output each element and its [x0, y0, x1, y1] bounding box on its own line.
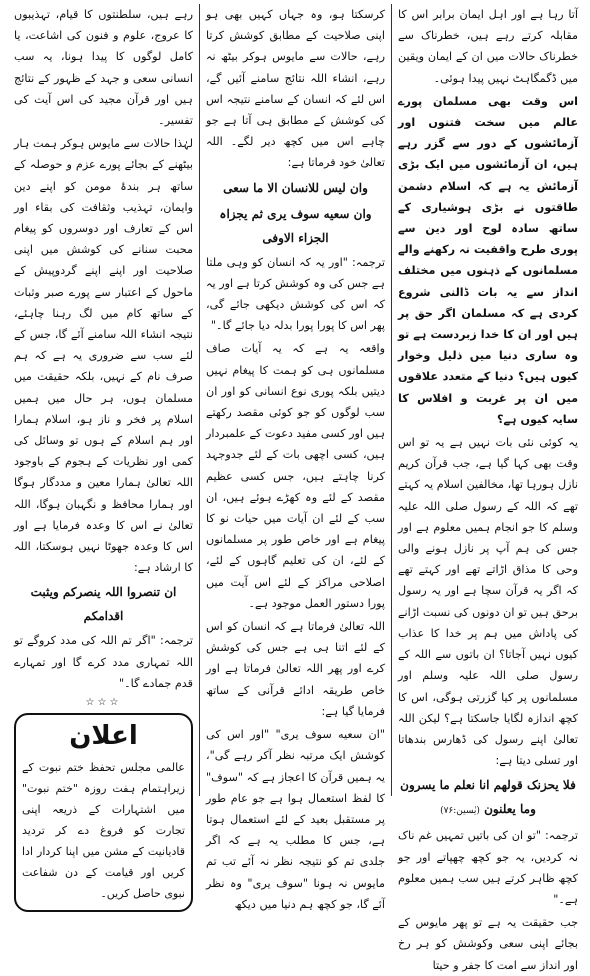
paragraph: کرسکتا ہو، وہ جہاں کہیں بھی ہو اپنی صلاحیت کے مطابق کوشش کرتا رہے، حالات سے مایوس ہوکر بیٹھ نہ رہے، انشاء اللہ نتائج سامنے آئیں گے، اس لئے کہ انسان کے سامنے نتیجہ اس کی کوشش کے مطابق ہی آتا ہے جو چاہے اس میں کچھ دیر لگے۔ اللہ تعالیٰ خود فرماتا ہے: [206, 8, 385, 170]
paragraph: واقعہ یہ ہے کہ یہ آیات صاف مسلمانوں ہی کو ہمت کا پیغام نہیں دیتیں بلکہ پوری نوع انسانی کو اور ان سب لوگوں کو جو کوئی مقصد رکھتے ہیں اور کسی مفید دعوت کے علمبردار ہیں، کسی اچھی بات کے لئے جدوجہد کرنا چاہتے ہیں، جس کسی عظیم مقصد کے لئے وہ کھڑے ہوئے ہیں، ان سب کے لئے ان آیات میں حیات نو کا پیغام ہے اور خاص طور پر مسلمانوں کے لئے، ان کی تعلیم گاہوں کے لئے، اصلاحی مراکز کے لئے اس آیت میں پورا دستور العمل موجود ہے۔ [206, 342, 385, 610]
paragraph: لہٰذا حالات سے مایوس ہوکر ہمت ہار بیٹھنے کے بجائے پورے عزم و حوصلہ کے ساتھ ہر بندۂ مومن کو اپنے دین وایمان، تہذیب وثقافت کی بقاء اور اس کے تعارف اور دوسروں کو پیغام محبت سنانے کی کوشش میں اپنی صلاحیت اور اپنے اپنے گردوپیش کے ماحول کے اعتبار سے پورے صبر وثبات کے ساتھ کام میں لگ رہنا چاہئے، نتیجہ انشاء اللہ سامنے آئے گا، جس کے لئے سب سے ضروری یہ ہے کہ ہم صرف نام کے نہیں، بلکہ حقیقت میں مسلمان ہوں، ہر حال میں ہمیں اسلام پر فخر و ناز ہو، اسلام ہمارا اور ہم اسلام کے ہوں تو وسائل کی کمی اور نظریات کے ہجوم کے باوجود اللہ تعالیٰ ہمارا معین و مددگار ہوگا اور ہمارا محافظ و نگہبان ہوگا، اللہ تعالیٰ نے اس کا وعدہ فرمایا ہے اور اس کا وعدہ جھوٹا نہیں ہوسکتا، اللہ کا ارشاد ہے: [14, 137, 193, 575]
paragraph: یہ کوئی نئی بات نہیں ہے یہ تو اس وقت بھی کہا گیا ہے، جب قرآن کریم نازل ہورہا تھا، مخالفین اسلام یہ کہتے تھے کہ اللہ کے رسول صلی اللہ علیہ وسلم کا جو انجام ہمیں معلوم ہے اور جس کی ہم آپ پر نازل ہونے والی وحی کا مذاق اڑاتے تھے اور کہتے تھے کہ اگر یہ قرآن سچا ہے اور یہ رسول برحق ہیں تو ان دونوں کی نسبت اڑانے کی پاداش میں ہم پر خدا کا عذاب کیوں نہیں آجاتا؟ ان باتوں سے اللہ کے رسول صلی اللہ علیہ وسلم اور مسلمانوں پر کیا گزرتی ہوگی، اس کا کچھ اندازہ لگایا جاسکتا ہے؟ لیکن اللہ تعالیٰ اپنے رسول کی ڈھارس بندھاتا اور تسلی دیتا ہے: [398, 436, 578, 768]
translation: ترجمہ: "اگر تم اللہ کی مدد کروگے تو اللہ تمہاری مدد کرے گا اور تمہارے قدم جمادے گا۔" [14, 634, 193, 690]
paragraph: اللہ تعالیٰ فرماتا ہے کہ انسان کو اس کے لئے اتنا ہی ہے جس کی کوشش کرے اور پھر اللہ تعالیٰ فرماتا ہے اور خاص طریقہ ادائے قرآنی کے ساتھ فرمایا گیا ہے: [206, 620, 385, 718]
paragraph: اس وقت بھی مسلمان پورے عالم میں سخت فتنوں اور آزمائشوں کے دور سے گزر رہے ہیں، ان آزمائشوں میں ایک بڑی آزمائش یہ ہے کہ اسلام دشمن طاقتوں نے بڑی ہوشیاری کے ساتھ سادہ لوح اور دین سے پوری طرح واقفیت نہ رکھنے والے مسلمانوں کے ذہنوں میں مختلف انداز سے یہ بات ڈالنی شروع کردی ہے کہ مسلمان اگر حق پر ہیں اور ان کا خدا زبردست ہے تو وہ ساری دنیا میں ذلیل وخوار کیوں ہیں؟ دنیا کے متعدد علاقوں میں ان پر غربت و افلاس کا سایہ کیوں ہے؟ [398, 94, 578, 426]
quranic-verse [398, 773, 578, 823]
quranic-verse: وان سعیه سوف یری ثم یجزاہ الجزاء الاوفی [219, 206, 372, 245]
paragraph: رہے ہیں، سلطنتوں کا قیام، تہذیبوں کا عروج، علوم و فنون کی اشاعت، یا کامل لوگوں کا پیدا ہونا، یہ سب انسانی سعی و جہد کے ظہور کے نتائج ہیں اور قرآن مجید کی اس آیت کی تفسیر۔ [14, 8, 193, 128]
announcement-box [14, 713, 193, 912]
announcement-title: اعلان [69, 721, 138, 752]
paragraph: آتا رہا ہے اور اہل ایمان برابر اس کا مقابلہ کرتے رہے ہیں، خطرناک سے خطرناک حالات میں ان کے ایمان ویقین میں ڈگمگاہٹ نہیں پیدا ہوئی۔ [398, 8, 578, 85]
translation: ترجمہ: "تو ان کی باتیں تمہیں غم ناک نہ کردیں، یہ جو کچھ چھپاتے اور جو کچھ ظاہر کرتے ہیں سب ہمیں معلوم ہے۔" [398, 829, 578, 906]
star-divider: ☆☆☆ [85, 697, 122, 709]
verse-text: فلا یحزنک قولھم انا نعلم ما یسرون وما یعلنون [400, 778, 576, 817]
quranic-verse: وان لیس للانسان الا ما سعی [223, 180, 368, 195]
verse-reference: (یٰسین:۷۶) [440, 806, 480, 817]
column-right [392, 4, 584, 972]
column-left [8, 4, 200, 901]
paragraph: جب حقیقت یہ ہے تو پھر مایوس کے بجائے اپنی سعی وکوشش کو ہر رخ اور انداز سے امت کا جفر و حیتا [398, 916, 578, 972]
translation: ترجمہ: "اور یہ کہ انسان کو وہی ملتا ہے جس کی وہ کوشش کرتا ہے اور یہ کہ اس کی کوشش دیکھی جائے گی، پھر اس کا پورا پورا بدلہ دیا جائے گا۔" [206, 255, 385, 333]
quranic-verse: ان تنصروا اللہ ینصرکم ویثبت اقدامکم [30, 585, 177, 624]
announcement-body: عالمی مجلس تحفظ ختم نبوت کے زیراہتمام ہفت روزہ "ختم نبوت" میں اشتہارات کے ذریعہ اپنی تجارت کو فروغ دے کر تردید قادیانیت کے مشن میں اپنا کردار ادا کریں اور قیامت کے دن شفاعت نبوی حاصل کریں۔ [22, 761, 185, 901]
paragraph: "ان سعیه سوف یری" "اور اس کی کوشش ایک مرتبہ نظر آکر رہے گی"، یہ ہمیں قرآن کا اعجاز ہے کہ "سوف" کا لفظ استعمال ہوا ہے جو عام طور پر مستقبل بعید کے لئے استعمال ہوتا ہے، جس کا مطلب یہ ہے کہ اگر جلدی تم کو نتیجہ نظر نہ آئے تب تم مایوس نہ ہونا "سوف یری" وہ نظر آئے گا، جو کچھ ہم دنیا میں دیکھ [206, 728, 385, 911]
column-middle [200, 4, 392, 911]
